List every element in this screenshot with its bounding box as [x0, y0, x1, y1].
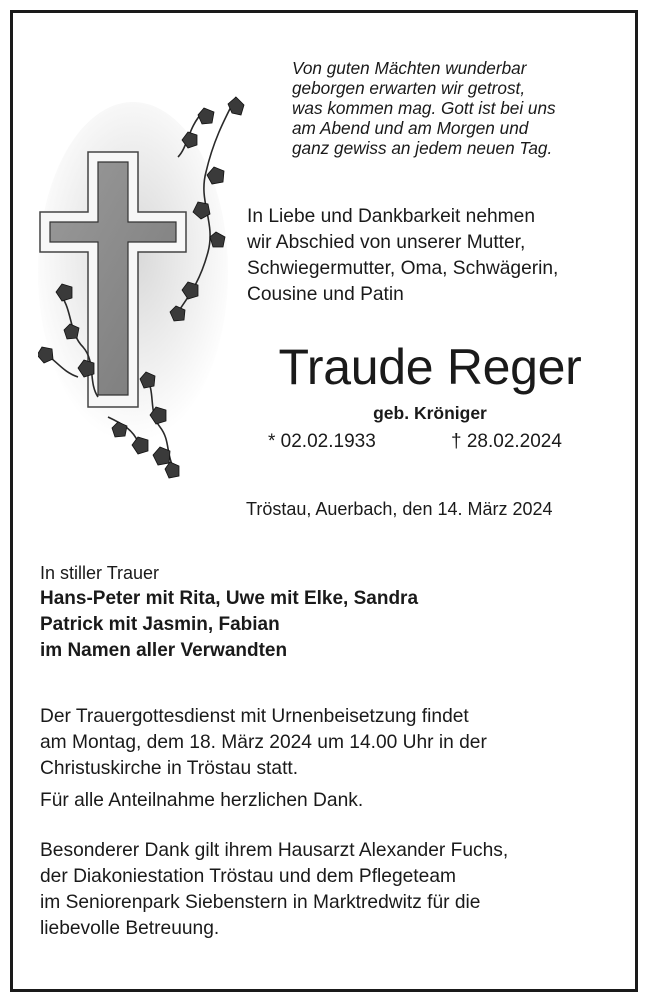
service-line: am Montag, dem 18. März 2024 um 14.00 Uhr in der: [40, 732, 487, 753]
poem-line: am Abend und am Morgen und: [292, 118, 529, 138]
birth-date: * 02.02.1933: [268, 431, 376, 452]
service-line: Der Trauergottesdienst mit Urnenbeisetzung findet: [40, 706, 469, 727]
thanks-line: Für alle Anteilnahme herzlichen Dank.: [40, 790, 364, 811]
special-thanks-line: Besonderer Dank gilt ihrem Hausarzt Alexander Fuchs,: [40, 840, 509, 861]
poem-line: was kommen mag. Gott ist bei uns: [292, 98, 556, 118]
special-thanks-line: im Seniorenpark Siebenstern in Marktredwitz für die: [40, 892, 481, 913]
poem-line: geborgen erwarten wir getrost,: [292, 78, 526, 98]
poem-line: ganz gewiss an jedem neuen Tag.: [292, 138, 553, 158]
intro-line: In Liebe und Dankbarkeit nehmen: [247, 206, 536, 227]
cross-with-ivy-icon: [38, 92, 248, 487]
poem-line: Von guten Mächten wunderbar: [292, 58, 527, 78]
mourners-heading: In stiller Trauer: [40, 563, 160, 583]
mourners-line: Hans-Peter mit Rita, Uwe mit Elke, Sandra: [40, 588, 419, 609]
intro-line: wir Abschied von unserer Mutter,: [247, 232, 526, 253]
intro-line: Cousine und Patin: [247, 284, 404, 305]
poem: [292, 58, 612, 158]
service-line: Christuskirche in Tröstau statt.: [40, 758, 299, 779]
special-thanks-line: liebevolle Betreuung.: [40, 918, 220, 939]
mourners-block: [40, 560, 620, 664]
funeral-service-info: [40, 704, 620, 782]
place-and-date: Tröstau, Auerbach, den 14. März 2024: [246, 499, 553, 519]
maiden-name: geb. Kröniger: [373, 403, 487, 423]
mourners-line: im Namen aller Verwandten: [40, 640, 288, 661]
mourners-line: Patrick mit Jasmin, Fabian: [40, 614, 280, 635]
deceased-name: Traude Reger: [278, 339, 582, 395]
death-date: † 28.02.2024: [451, 431, 562, 452]
special-thanks-line: der Diakoniestation Tröstau und dem Pflegeteam: [40, 866, 456, 887]
intro-line: Schwiegermutter, Oma, Schwägerin,: [247, 258, 559, 279]
farewell-intro: [247, 204, 617, 308]
special-thanks: [40, 838, 630, 942]
thanks-note: [40, 788, 620, 814]
